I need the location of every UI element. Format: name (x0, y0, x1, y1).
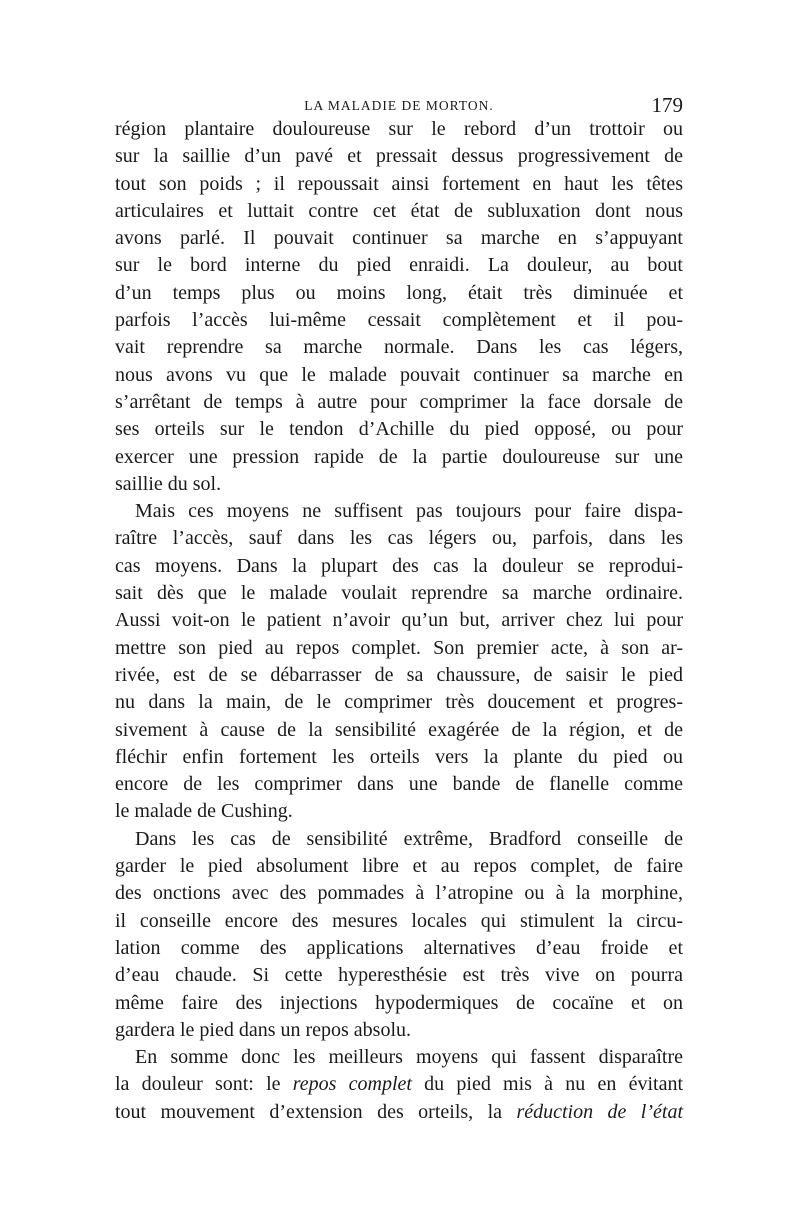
text-line (115, 252, 683, 279)
italic-text: repos complet (292, 1073, 412, 1096)
paragraph (115, 498, 683, 826)
running-title: LA MALADIE DE MORTON. (304, 98, 494, 113)
text-segment: sur la saillie d’un pavé et pressait dessus progressivement de (115, 145, 683, 168)
page-header (115, 93, 683, 117)
text-line (115, 935, 683, 962)
text-segment: rivée, est de se débarrasser de sa chaussure, de saisir le pied (115, 663, 683, 686)
text-segment: Mais ces moyens ne suffisent pas toujours pour faire dispa- (135, 500, 683, 523)
text-line (115, 798, 683, 825)
text-line (115, 444, 683, 471)
text-line (115, 908, 683, 935)
text-segment: parfois l’accès lui-même cessait complètement et il pou- (115, 309, 683, 332)
text-line (115, 962, 683, 989)
text-line (115, 225, 683, 252)
paragraph (115, 116, 683, 498)
text-segment: même faire des injections hypodermiques de cocaïne et on (115, 991, 683, 1014)
text-segment: fléchir enfin fortement les orteils vers la plante du pied ou (115, 745, 683, 768)
text-segment: s’arrêtant de temps à autre pour comprimer la face dorsale de (115, 390, 683, 413)
text-segment: du pied mis à nu en évitant (411, 1073, 683, 1096)
paragraph (115, 1044, 683, 1126)
text-segment: articulaires et luttait contre cet état de subluxation dont nous (115, 199, 683, 222)
text-line (115, 116, 683, 143)
text-segment: nu dans la main, de le comprimer très doucement et progres- (115, 691, 683, 714)
text-segment: Dans les cas de sensibilité extrême, Bradford conseille de (135, 827, 683, 850)
text-segment: la douleur sont: le (115, 1073, 293, 1096)
text-segment: avons parlé. Il pouvait continuer sa marche en s’appuyant (115, 227, 683, 250)
text-line (115, 635, 683, 662)
text-line (115, 334, 683, 361)
page-number: 179 (651, 93, 683, 117)
text-segment: exercer une pression rapide de la partie douloureuse sur une (115, 445, 683, 468)
text-segment: d’eau chaude. Si cette hyperesthésie est très vive on pourra (115, 964, 683, 987)
text-line (115, 553, 683, 580)
text-segment: En somme donc les meilleurs moyens qui fassent disparaître (135, 1046, 683, 1069)
text-segment: nous avons vu que le malade pouvait continuer sa marche en (115, 363, 683, 386)
text-segment: Aussi voit-on le patient n’avoir qu’un but, arriver chez lui pour (115, 609, 683, 632)
text-line (115, 1017, 683, 1044)
text-line (115, 198, 683, 225)
text-line (115, 717, 683, 744)
text-line (115, 525, 683, 552)
body-text (115, 116, 683, 1126)
text-segment: ses orteils sur le tendon d’Achille du pied opposé, ou pour (115, 418, 683, 441)
text-line (115, 389, 683, 416)
text-line (115, 1071, 683, 1098)
text-segment: sur le bord interne du pied enraidi. La douleur, au bout (115, 254, 683, 277)
text-line (115, 607, 683, 634)
text-segment: d’un temps plus ou moins long, était très diminuée et (115, 281, 683, 304)
text-segment: région plantaire douloureuse sur le rebord d’un trottoir ou (115, 118, 683, 140)
text-line (115, 471, 683, 498)
text-line (115, 498, 683, 525)
paragraph (115, 826, 683, 1044)
text-line (115, 1044, 683, 1071)
text-segment: gardera le pied dans un repos absolu. (115, 1018, 412, 1041)
text-segment: lation comme des applications alternatives d’eau froide et (115, 936, 683, 959)
text-segment: sivement à cause de la sensibilité exagérée de la région, et de (115, 718, 683, 741)
text-segment: garder le pied absolument libre et au repos complet, de faire (115, 855, 683, 878)
text-line (115, 171, 683, 198)
text-segment: tout son poids ; il repoussait ainsi fortement en haut les têtes (115, 172, 683, 195)
text-segment: raître l’accès, sauf dans les cas légers ou, parfois, dans les (115, 527, 683, 550)
text-line (115, 280, 683, 307)
text-line (115, 771, 683, 798)
text-segment: saillie du sol. (115, 472, 222, 495)
text-line (115, 1099, 683, 1126)
italic-text: réduction de l’état (516, 1100, 684, 1123)
text-segment: sait dès que le malade voulait reprendre sa marche ordinaire. (115, 582, 683, 605)
text-line (115, 362, 683, 389)
text-line (115, 744, 683, 771)
text-line (115, 307, 683, 334)
text-segment: mettre son pied au repos complet. Son premier acte, à son ar- (115, 636, 683, 659)
text-segment: des onctions avec des pommades à l’atropine ou à la morphine, (115, 882, 683, 905)
text-line (115, 143, 683, 170)
text-line (115, 662, 683, 689)
text-line (115, 880, 683, 907)
text-line (115, 990, 683, 1017)
text-segment: tout mouvement d’extension des orteils, la (115, 1100, 517, 1123)
text-line (115, 580, 683, 607)
text-segment: il conseille encore des mesures locales qui stimulent la circu- (115, 909, 683, 932)
text-line (115, 416, 683, 443)
text-line (115, 853, 683, 880)
text-segment: encore de les comprimer dans une bande de flanelle comme (115, 773, 683, 796)
text-segment: cas moyens. Dans la plupart des cas la douleur se reprodui- (115, 554, 683, 577)
text-segment: le malade de Cushing. (115, 800, 293, 823)
text-segment: vait reprendre sa marche normale. Dans les cas légers, (115, 336, 683, 359)
text-line (115, 689, 683, 716)
text-line (115, 826, 683, 853)
